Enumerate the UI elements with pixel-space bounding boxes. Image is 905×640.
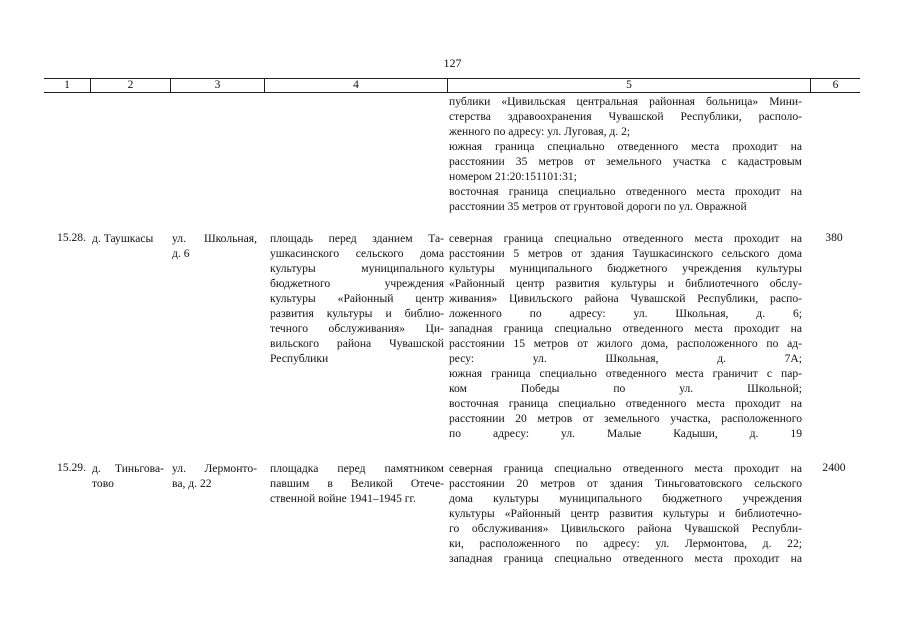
text-line: вильского района Чувашской — [270, 337, 444, 350]
continued-borders-text — [449, 94, 802, 214]
text-line: ки, расположенного по адресу: ул. Лермонтова, д. 22; — [449, 537, 802, 550]
text-line: расстоянии 20 метров от земельного участка, расположенного — [449, 412, 802, 425]
row-number: 15.29. — [57, 461, 86, 474]
text-line: тово — [92, 477, 114, 490]
page-number: 127 — [443, 56, 462, 70]
text-line: восточная граница специально отведенного места проходит на — [449, 397, 802, 410]
address-cell — [172, 461, 257, 491]
text-line: стерства здравоохранения Чувашской Республики, располо- — [449, 110, 802, 123]
text-line: расстоянии 35 метров от грунтовой дороги по ул. Овражной — [449, 200, 747, 213]
column-header-5: 5 — [447, 79, 810, 92]
text-line: «Районный центр развития культуры и библиотечного обслу- — [449, 277, 802, 290]
text-line: площадь перед зданием Та- — [270, 232, 444, 245]
text-line: восточная граница специально отведенного места проходит на — [449, 185, 802, 198]
text-line: ком Победы по ул. Школьной; — [449, 382, 802, 395]
address-cell — [172, 231, 257, 261]
text-line: ложенного по адресу: ул. Школьная, д. 6; — [449, 307, 802, 320]
text-line: д. Таушкасы — [92, 232, 154, 245]
text-line: культуры муниципального бюджетного учреждения культуры — [449, 262, 802, 275]
row-number: 15.28. — [57, 231, 86, 244]
text-line: по адресу: ул. Малые Кадыши, д. 19 — [449, 427, 802, 440]
settlement-cell — [92, 461, 164, 491]
text-line: культуры «Районный центр развития культуры и библиотечно- — [449, 507, 802, 520]
text-line: ственной войне 1941–1945 гг. — [270, 492, 416, 505]
column-header-6: 6 — [810, 79, 860, 92]
text-line: живания» Цивильского района Чувашской Республики, распо- — [449, 292, 802, 305]
text-line: расстоянии 20 метров от здания Тиньговатовского сельского — [449, 477, 802, 490]
text-line: женного по адресу: ул. Луговая, д. 2; — [449, 125, 631, 138]
text-line: го обслуживания» Цивильского района Чувашской Республи- — [449, 522, 802, 535]
place-cell — [270, 461, 444, 506]
text-line: д. 6 — [172, 247, 190, 260]
text-line: номером 21:20:151101:31; — [449, 170, 577, 183]
text-line: площадка перед памятником — [270, 462, 444, 475]
text-line: павшим в Великой Отече- — [270, 477, 444, 490]
text-line: развития культуры и библио- — [270, 307, 444, 320]
borders-cell — [449, 231, 802, 441]
text-line: южная граница специально отведенного места граничит с пар- — [449, 367, 802, 380]
text-line: бюджетного учреждения — [270, 277, 444, 290]
text-line: западная граница специально отведенного места проходит на — [449, 322, 802, 335]
text-line: западная граница специально отведенного места проходит на — [449, 552, 802, 565]
text-line: культуры муниципального — [270, 262, 444, 275]
text-line: расстоянии 35 метров от земельного участка с кадастровым — [449, 155, 802, 168]
text-line: публики «Цивильская центральная районная больница» Мини- — [449, 95, 802, 108]
column-header-1: 1 — [64, 79, 70, 91]
place-cell — [270, 231, 444, 366]
column-header-2: 2 — [90, 79, 170, 92]
text-line: дома культуры муниципального бюджетного учреждения — [449, 492, 802, 505]
borders-cell — [449, 461, 802, 566]
text-line: культуры «Районный центр — [270, 292, 444, 305]
text-line: течного обслуживания» Ци- — [270, 322, 444, 335]
table-header-row — [44, 78, 860, 93]
settlement-cell — [92, 231, 164, 246]
text-line: ва, д. 22 — [172, 477, 212, 490]
text-line: д. Тиньгова- — [92, 462, 164, 475]
text-line: южная граница специально отведенного места проходит на — [449, 140, 802, 153]
text-line: расстоянии 5 метров от здания Таушкасинского сельского дома — [449, 247, 802, 260]
text-line: ул. Лермонто- — [172, 462, 257, 475]
text-line: северная граница специально отведенного места проходит на — [449, 462, 802, 475]
text-line: ресу: ул. Школьная, д. 7А; — [449, 352, 802, 365]
text-line: ул. Школьная, — [172, 232, 257, 245]
column-header-4: 4 — [264, 79, 447, 92]
column-header-3: 3 — [170, 79, 264, 92]
text-line: Республики — [270, 352, 329, 365]
text-line: ушкасинского сельского дома — [270, 247, 444, 260]
text-line: расстоянии 15 метров от жилого дома, расположенного по ад- — [449, 337, 802, 350]
area-cell: 2400 — [822, 461, 846, 474]
area-cell: 380 — [825, 231, 843, 244]
text-line: северная граница специально отведенного места проходит на — [449, 232, 802, 245]
